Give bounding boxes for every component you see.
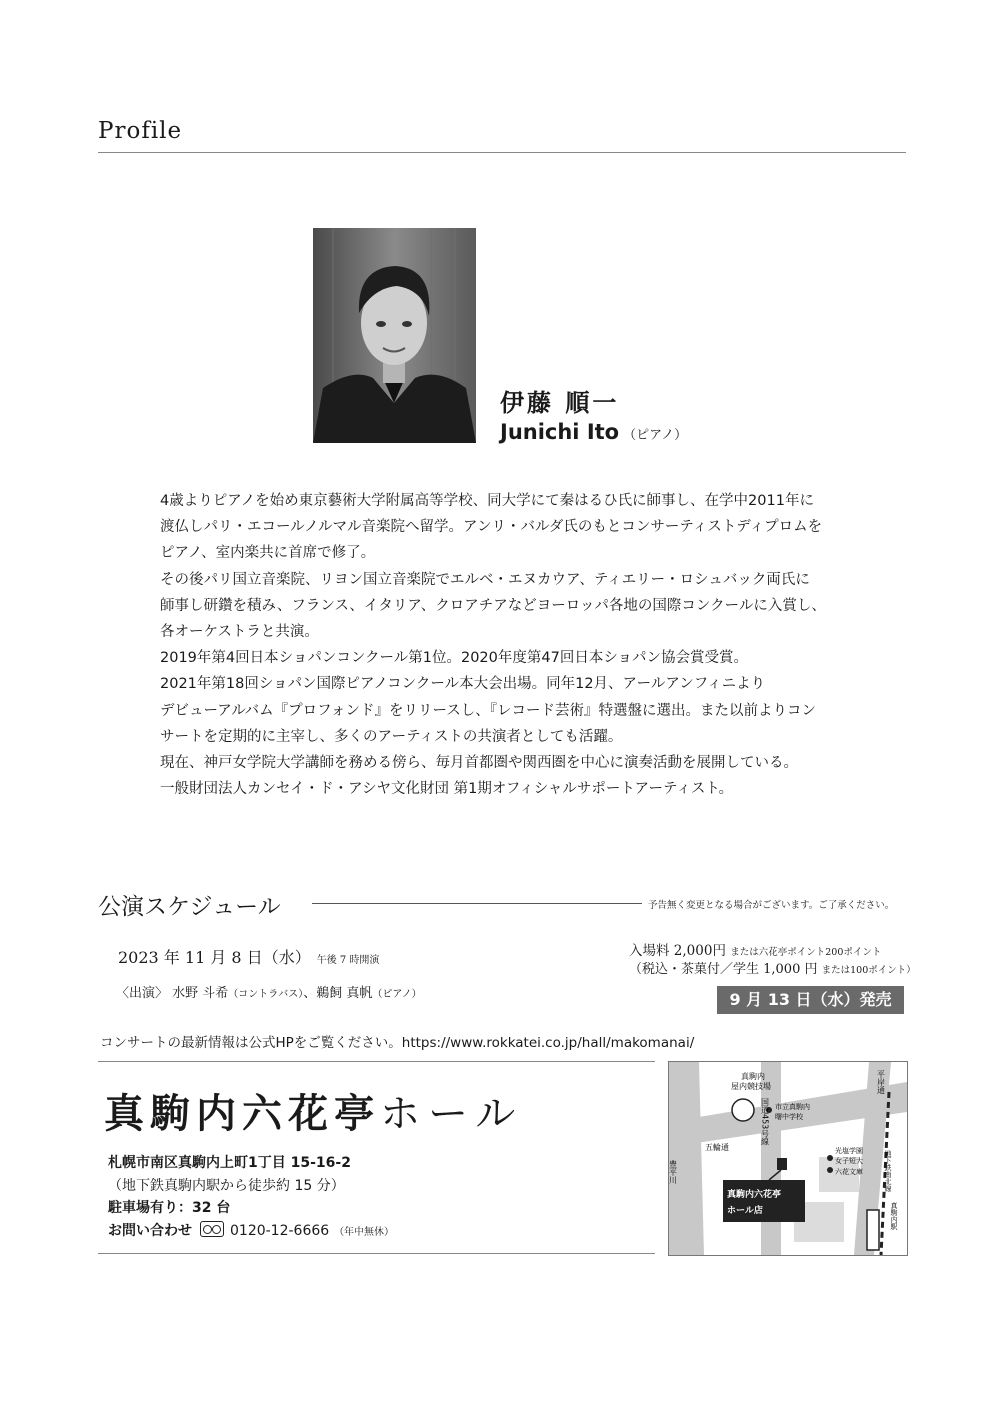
artist-biography (160, 488, 860, 802)
bio-line: サートを定期的に主宰し、多くのアーティストの共演者としても活躍。 (160, 728, 623, 745)
hall-logo-place: 真駒内 (104, 1090, 242, 1137)
map-label-street1: 五輪通 (705, 1143, 729, 1152)
info-divider (98, 1061, 655, 1062)
artist-role: （ピアノ） (623, 428, 688, 443)
bio-line: その後パリ国立音楽院、リヨン国立音楽院でエルベ・エヌカウア、ティエリー・ロシュバック両氏に (160, 571, 810, 588)
admission-price-yen: 入場料 2,000円 (629, 943, 726, 959)
map-label-school2-2: 女子短大 (835, 1157, 863, 1165)
map-label-stadium-1: 真駒内 (741, 1072, 765, 1081)
bio-line: 一般財団法人カンセイ・ド・アシヤ文化財団 第1期オフィシャルサポートアーティスト。 (160, 781, 734, 798)
profile-divider (98, 152, 906, 153)
bio-line: 渡仏しパリ・エコールノルマル音楽院へ留学。アンリ・バルダ氏のもとコンサーティストディプロムを (160, 519, 823, 536)
concert-start-time: 午後 7 時開演 (316, 955, 380, 966)
contact-phone: 0120-12-6666 (230, 1222, 330, 1239)
ticket-sale-date-badge: 9 月 13 日（水）発売 (717, 986, 904, 1014)
contact-label: お問い合わせ (108, 1222, 192, 1239)
bio-line: 2019年第4回日本ショパンコンクール第1位。2020年度第47回日本ショパン協会賞受賞。 (160, 650, 749, 667)
bio-line: デビューアルバム『プロフォンド』をリリースし、『レコード芸術』特選盤に選出。また以前よりコン (160, 702, 816, 719)
concert-performers (116, 982, 422, 1001)
concert-date (118, 945, 379, 968)
bio-line: 2021年第18回ショパン国際ピアノコンクール本大会出場。同年12月、アールアンフィニより (160, 676, 766, 693)
map-label-store: 六花文庫 (835, 1168, 863, 1176)
admission-price (629, 939, 881, 959)
student-price-points: または100ポイント） (821, 965, 916, 976)
profile-title: Profile (98, 118, 183, 144)
map-label-street2: 平岸通 (876, 1070, 886, 1094)
artist-portrait (313, 228, 476, 443)
hall-access: （地下鉄真駒内駅から徒歩約 15 分） (108, 1177, 345, 1194)
free-dial-icon (200, 1221, 224, 1237)
map-label-school2-1: 光塩学園 (835, 1147, 863, 1155)
schedule-divider (312, 903, 642, 904)
hall-logo-brand: 六花亭 (242, 1091, 380, 1137)
bottom-divider (98, 1253, 655, 1254)
map-label-school1-2: 曙中学校 (775, 1113, 803, 1121)
artist-name-english-text: Junichi Ito (500, 420, 620, 444)
admission-price-detail (629, 958, 916, 977)
map-label-river: 豊平川 (669, 1160, 678, 1184)
map-label-hall-1: 真駒内六花亭 (727, 1190, 782, 1200)
bio-line: 4歳よりピアノを始め東京藝術大学附属高等学校、同大学にて秦はるひ氏に師事し、在学中2011年に (160, 493, 814, 509)
bio-line: 現在、神戸女学院大学講師を務める傍ら、毎月首都圏や関西圏を中心に演奏活動を展開している。 (160, 755, 798, 772)
hall-logo-hall: ホール (380, 1091, 524, 1137)
map-label-stadium-2: 屋内競技場 (731, 1082, 771, 1091)
hall-contact-info (108, 1152, 394, 1244)
map-label-subway: 地下鉄南北線 (884, 1150, 892, 1192)
bio-line: 各オーケストラと共演。 (160, 624, 319, 641)
concert-date-text: 2023 年 11 月 8 日（水） (118, 948, 311, 967)
map-label-school1-1: 市立真駒内 (775, 1103, 810, 1111)
schedule-change-notice: 予告無く変更となる場合がございます。ご了承ください。 (648, 900, 895, 911)
admission-price-points: または六花亭ポイント200ポイント (730, 947, 882, 958)
artist-name-japanese: 伊藤 順一 (500, 388, 620, 417)
map-label-hall-2: ホール店 (727, 1206, 763, 1216)
hall-address: 札幌市南区真駒内上町1丁目 15-16-2 (108, 1155, 351, 1171)
artist-name-english (500, 420, 687, 444)
hall-parking: 駐車場有り：32 台 (108, 1200, 231, 1216)
bio-line: 師事し研鑽を積み、フランス、イタリア、クロアチアなどヨーロッパ各地の国際コンクールに入賞し、 (160, 597, 826, 614)
map-label-route: 国道453号線 (760, 1098, 770, 1146)
schedule-title: 公演スケジュール (98, 894, 281, 920)
performer-2-role: （ピアノ） (372, 989, 422, 1000)
contact-phone-note: （年中無休） (334, 1226, 395, 1238)
hall-logo (104, 1082, 523, 1139)
student-price: （税込・茶菓付／学生 1,000 円 (629, 962, 818, 977)
bio-line: ピアノ、室内楽共に首席で修了。 (160, 545, 376, 562)
performer-1-role: （コントラバス） (228, 989, 304, 1000)
performer-1: 〈出演〉 水野 斗希 (116, 986, 229, 1001)
performer-2: 、鵜飼 真帆 (303, 986, 373, 1001)
official-site-info: コンサートの最新情報は公式HPをご覧ください。https://www.rokkatei.co.jp/hall/makomanai/ (100, 1035, 695, 1051)
access-map (668, 1061, 908, 1256)
map-label-station: 真駒内駅 (890, 1202, 898, 1230)
